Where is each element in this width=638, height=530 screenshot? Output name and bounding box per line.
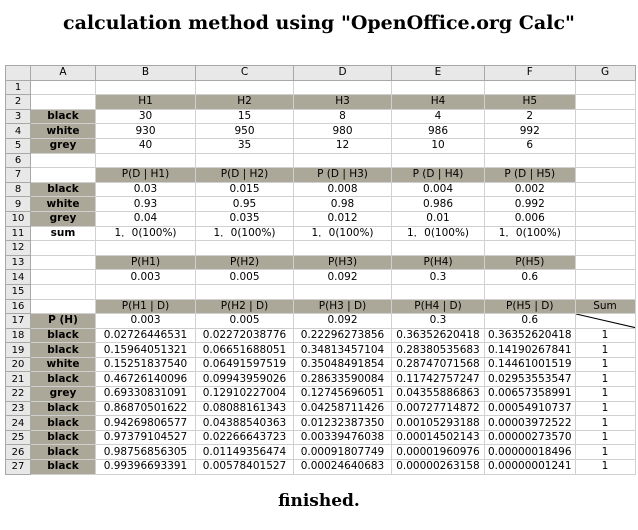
cell-F6[interactable] (485, 153, 576, 168)
cell-C19[interactable]: 0.06651688051 (196, 343, 294, 358)
cell-G11[interactable] (575, 226, 635, 241)
cell-C16[interactable]: P(H2 | D) (196, 299, 294, 314)
cell-D23[interactable]: 0.04258711426 (294, 401, 392, 416)
cell-B23[interactable]: 0.86870501622 (96, 401, 196, 416)
cell-G21[interactable]: 1 (575, 372, 635, 387)
cell-G17[interactable] (575, 314, 635, 329)
row-header-21[interactable]: 21 (6, 372, 31, 387)
sheet-row-14 (6, 270, 636, 285)
row-header-12[interactable]: 12 (6, 241, 31, 256)
cell-E13[interactable]: P(H4) (392, 255, 485, 270)
cell-F14[interactable]: 0.6 (485, 270, 576, 285)
cell-D16[interactable]: P(H3 | D) (294, 299, 392, 314)
cell-C27[interactable]: 0.00578401527 (196, 460, 294, 475)
cell-F2[interactable]: H5 (485, 95, 576, 110)
cell-D15[interactable] (294, 284, 392, 299)
cell-A19[interactable]: black (31, 343, 96, 358)
row-header-17[interactable]: 17 (6, 314, 31, 329)
cell-A9[interactable]: white (31, 197, 96, 212)
cell-F1[interactable] (485, 80, 576, 95)
cell-G1[interactable] (575, 80, 635, 95)
cell-E19[interactable]: 0.28380535683 (392, 343, 485, 358)
cell-D1[interactable] (294, 80, 392, 95)
cell-D3[interactable]: 8 (294, 109, 392, 124)
cell-B4[interactable]: 930 (96, 124, 196, 139)
row-header-1[interactable]: 1 (6, 80, 31, 95)
cell-G27[interactable]: 1 (575, 460, 635, 475)
cell-A12[interactable] (31, 241, 96, 256)
cell-E4[interactable]: 986 (392, 124, 485, 139)
cell-A15[interactable] (31, 284, 96, 299)
cell-A2[interactable] (31, 95, 96, 110)
cell-B11[interactable]: 1．0(100%) (96, 226, 196, 241)
cell-E20[interactable]: 0.28747071568 (392, 357, 485, 372)
cell-G20[interactable]: 1 (575, 357, 635, 372)
cell-C24[interactable]: 0.04388540363 (196, 416, 294, 431)
cell-F24[interactable]: 0.00003972522 (485, 416, 576, 431)
select-all-corner[interactable] (6, 66, 31, 81)
row-header-10[interactable]: 10 (6, 211, 31, 226)
cell-F4[interactable]: 992 (485, 124, 576, 139)
sheet-row-23 (6, 401, 636, 416)
cell-D24[interactable]: 0.01232387350 (294, 416, 392, 431)
sheet-row-9 (6, 197, 636, 212)
cell-F16[interactable]: P(H5 | D) (485, 299, 576, 314)
cell-B21[interactable]: 0.46726140096 (96, 372, 196, 387)
cell-D7[interactable]: P (D | H3) (294, 168, 392, 183)
row-header-2[interactable]: 2 (6, 95, 31, 110)
sheet-row-16 (6, 299, 636, 314)
cell-E6[interactable] (392, 153, 485, 168)
cell-F5[interactable]: 6 (485, 138, 576, 153)
cell-B2[interactable]: H1 (96, 95, 196, 110)
cell-G16[interactable]: Sum (575, 299, 635, 314)
column-header-d[interactable]: D (294, 66, 392, 81)
cell-D9[interactable]: 0.98 (294, 197, 392, 212)
cell-E14[interactable]: 0.3 (392, 270, 485, 285)
cell-B19[interactable]: 0.15964051321 (96, 343, 196, 358)
cell-E18[interactable]: 0.36352620418 (392, 328, 485, 343)
cell-B24[interactable]: 0.94269806577 (96, 416, 196, 431)
cell-B16[interactable]: P(H1 | D) (96, 299, 196, 314)
sheet-row-20 (6, 357, 636, 372)
cell-D26[interactable]: 0.00091807749 (294, 445, 392, 460)
sheet-row-5 (6, 138, 636, 153)
cell-G2[interactable] (575, 95, 635, 110)
cell-A8[interactable]: black (31, 182, 96, 197)
cell-F22[interactable]: 0.00657358991 (485, 387, 576, 402)
cell-G23[interactable]: 1 (575, 401, 635, 416)
cell-F8[interactable]: 0.002 (485, 182, 576, 197)
row-header-3[interactable]: 3 (6, 109, 31, 124)
cell-G13[interactable] (575, 255, 635, 270)
cell-C8[interactable]: 0.015 (196, 182, 294, 197)
cell-G25[interactable]: 1 (575, 430, 635, 445)
cell-F11[interactable]: 1．0(100%) (485, 226, 576, 241)
cell-D14[interactable]: 0.092 (294, 270, 392, 285)
cell-D19[interactable]: 0.34813457104 (294, 343, 392, 358)
cell-B22[interactable]: 0.69330831091 (96, 387, 196, 402)
row-header-7[interactable]: 7 (6, 168, 31, 183)
cell-B17[interactable]: 0.003 (96, 314, 196, 329)
cell-G26[interactable]: 1 (575, 445, 635, 460)
column-header-b[interactable]: B (96, 66, 196, 81)
cell-E12[interactable] (392, 241, 485, 256)
cell-C5[interactable]: 35 (196, 138, 294, 153)
footer-text: finished. (278, 491, 360, 511)
cell-B7[interactable]: P(D | H1) (96, 168, 196, 183)
cell-B5[interactable]: 40 (96, 138, 196, 153)
cell-E1[interactable] (392, 80, 485, 95)
cell-A18[interactable]: black (31, 328, 96, 343)
cell-F27[interactable]: 0.00000001241 (485, 460, 576, 475)
cell-B15[interactable] (96, 284, 196, 299)
row-header-27[interactable]: 27 (6, 460, 31, 475)
cell-F7[interactable]: P (D | H5) (485, 168, 576, 183)
cell-F21[interactable]: 0.02953553547 (485, 372, 576, 387)
cell-A14[interactable] (31, 270, 96, 285)
cell-E5[interactable]: 10 (392, 138, 485, 153)
cell-A11[interactable]: sum (31, 226, 96, 241)
sheet-row-7 (6, 168, 636, 183)
column-header-row (6, 66, 636, 81)
cell-E9[interactable]: 0.986 (392, 197, 485, 212)
sheet-row-3 (6, 109, 636, 124)
row-header-18[interactable]: 18 (6, 328, 31, 343)
cell-C15[interactable] (196, 284, 294, 299)
cell-A20[interactable]: white (31, 357, 96, 372)
row-header-16[interactable]: 16 (6, 299, 31, 314)
sheet-row-15 (6, 284, 636, 299)
cell-C1[interactable] (196, 80, 294, 95)
cell-C14[interactable]: 0.005 (196, 270, 294, 285)
cell-D13[interactable]: P(H3) (294, 255, 392, 270)
cell-B6[interactable] (96, 153, 196, 168)
cell-F17[interactable]: 0.6 (485, 314, 576, 329)
cell-D27[interactable]: 0.00024640683 (294, 460, 392, 475)
row-header-23[interactable]: 23 (6, 401, 31, 416)
row-header-8[interactable]: 8 (6, 182, 31, 197)
cell-E26[interactable]: 0.00001960976 (392, 445, 485, 460)
sheet-row-12 (6, 241, 636, 256)
cell-A23[interactable]: black (31, 401, 96, 416)
cell-D5[interactable]: 12 (294, 138, 392, 153)
cell-C21[interactable]: 0.09943959026 (196, 372, 294, 387)
row-header-20[interactable]: 20 (6, 357, 31, 372)
cell-C11[interactable]: 1．0(100%) (196, 226, 294, 241)
cell-A21[interactable]: black (31, 372, 96, 387)
cell-B13[interactable]: P(H1) (96, 255, 196, 270)
sheet-row-11 (6, 226, 636, 241)
cell-C22[interactable]: 0.12910227004 (196, 387, 294, 402)
cell-E2[interactable]: H4 (392, 95, 485, 110)
cell-D18[interactable]: 0.22296273856 (294, 328, 392, 343)
cell-B9[interactable]: 0.93 (96, 197, 196, 212)
cell-G10[interactable] (575, 211, 635, 226)
cell-F10[interactable]: 0.006 (485, 211, 576, 226)
row-header-11[interactable]: 11 (6, 226, 31, 241)
column-header-c[interactable]: C (196, 66, 294, 81)
cell-B25[interactable]: 0.97379104527 (96, 430, 196, 445)
cell-G9[interactable] (575, 197, 635, 212)
cell-F18[interactable]: 0.36352620418 (485, 328, 576, 343)
cell-F13[interactable]: P(H5) (485, 255, 576, 270)
cell-F25[interactable]: 0.00000273570 (485, 430, 576, 445)
cell-D6[interactable] (294, 153, 392, 168)
cell-G24[interactable]: 1 (575, 416, 635, 431)
cell-F3[interactable]: 2 (485, 109, 576, 124)
cell-E17[interactable]: 0.3 (392, 314, 485, 329)
cell-A27[interactable]: black (31, 460, 96, 475)
cell-A6[interactable] (31, 153, 96, 168)
sheet-row-17 (6, 314, 636, 329)
cell-A10[interactable]: grey (31, 211, 96, 226)
sheet-row-25 (6, 430, 636, 445)
sheet-row-26 (6, 445, 636, 460)
column-header-f[interactable]: F (485, 66, 576, 81)
cell-A16[interactable] (31, 299, 96, 314)
cell-C23[interactable]: 0.08088161343 (196, 401, 294, 416)
row-header-14[interactable]: 14 (6, 270, 31, 285)
cell-A7[interactable] (31, 168, 96, 183)
sheet-row-22 (6, 387, 636, 402)
sheet-row-1 (6, 80, 636, 95)
cell-D4[interactable]: 980 (294, 124, 392, 139)
cell-A3[interactable]: black (31, 109, 96, 124)
cell-G7[interactable] (575, 168, 635, 183)
cell-E3[interactable]: 4 (392, 109, 485, 124)
cell-C17[interactable]: 0.005 (196, 314, 294, 329)
cell-A22[interactable]: grey (31, 387, 96, 402)
column-header-a[interactable]: A (31, 66, 96, 81)
page-title: calculation method using "OpenOffice.org Calc" (63, 12, 575, 34)
cell-C18[interactable]: 0.02272038776 (196, 328, 294, 343)
cell-B20[interactable]: 0.15251837540 (96, 357, 196, 372)
cell-G22[interactable]: 1 (575, 387, 635, 402)
cell-G6[interactable] (575, 153, 635, 168)
cell-G15[interactable] (575, 284, 635, 299)
sheet-row-24 (6, 416, 636, 431)
cell-E15[interactable] (392, 284, 485, 299)
cell-B12[interactable] (96, 241, 196, 256)
cell-D17[interactable]: 0.092 (294, 314, 392, 329)
cell-C9[interactable]: 0.95 (196, 197, 294, 212)
cell-D12[interactable] (294, 241, 392, 256)
cell-A17[interactable]: P (H) (31, 314, 96, 329)
cell-E23[interactable]: 0.00727714872 (392, 401, 485, 416)
cell-B3[interactable]: 30 (96, 109, 196, 124)
row-header-5[interactable]: 5 (6, 138, 31, 153)
cell-G8[interactable] (575, 182, 635, 197)
cell-E8[interactable]: 0.004 (392, 182, 485, 197)
sheet-row-6 (6, 153, 636, 168)
cell-A1[interactable] (31, 80, 96, 95)
cell-E25[interactable]: 0.00014502143 (392, 430, 485, 445)
cell-E10[interactable]: 0.01 (392, 211, 485, 226)
row-header-22[interactable]: 22 (6, 387, 31, 402)
cell-E7[interactable]: P (D | H4) (392, 168, 485, 183)
cell-F9[interactable]: 0.992 (485, 197, 576, 212)
cell-B18[interactable]: 0.02726446531 (96, 328, 196, 343)
row-header-19[interactable]: 19 (6, 343, 31, 358)
cell-C2[interactable]: H2 (196, 95, 294, 110)
cell-C10[interactable]: 0.035 (196, 211, 294, 226)
cell-D2[interactable]: H3 (294, 95, 392, 110)
cell-C7[interactable]: P(D | H2) (196, 168, 294, 183)
cell-F26[interactable]: 0.00000018496 (485, 445, 576, 460)
cell-F19[interactable]: 0.14190267841 (485, 343, 576, 358)
cell-C12[interactable] (196, 241, 294, 256)
cell-A26[interactable]: black (31, 445, 96, 460)
cell-C13[interactable]: P(H2) (196, 255, 294, 270)
cell-F12[interactable] (485, 241, 576, 256)
cell-G19[interactable]: 1 (575, 343, 635, 358)
cell-D8[interactable]: 0.008 (294, 182, 392, 197)
cell-E24[interactable]: 0.00105293188 (392, 416, 485, 431)
cell-C20[interactable]: 0.06491597519 (196, 357, 294, 372)
cell-F15[interactable] (485, 284, 576, 299)
column-header-g[interactable]: G (575, 66, 635, 81)
cell-C3[interactable]: 15 (196, 109, 294, 124)
cell-G18[interactable]: 1 (575, 328, 635, 343)
diagonal-line-icon (576, 314, 635, 328)
cell-G12[interactable] (575, 241, 635, 256)
cell-D21[interactable]: 0.28633590084 (294, 372, 392, 387)
cell-D11[interactable]: 1．0(100%) (294, 226, 392, 241)
row-header-13[interactable]: 13 (6, 255, 31, 270)
cell-E11[interactable]: 1．0(100%) (392, 226, 485, 241)
sheet-row-27 (6, 460, 636, 475)
cell-E16[interactable]: P(H4 | D) (392, 299, 485, 314)
spreadsheet-grid[interactable] (5, 65, 636, 475)
cell-D25[interactable]: 0.00339476038 (294, 430, 392, 445)
cell-A13[interactable] (31, 255, 96, 270)
cell-C26[interactable]: 0.01149356474 (196, 445, 294, 460)
sheet-row-4 (6, 124, 636, 139)
cell-A5[interactable]: grey (31, 138, 96, 153)
row-header-15[interactable]: 15 (6, 284, 31, 299)
row-header-9[interactable]: 9 (6, 197, 31, 212)
cell-B8[interactable]: 0.03 (96, 182, 196, 197)
cell-D20[interactable]: 0.35048491854 (294, 357, 392, 372)
cell-E27[interactable]: 0.00000263158 (392, 460, 485, 475)
cell-B10[interactable]: 0.04 (96, 211, 196, 226)
sheet-row-10 (6, 211, 636, 226)
cell-G5[interactable] (575, 138, 635, 153)
cell-E22[interactable]: 0.04355886863 (392, 387, 485, 402)
cell-B14[interactable]: 0.003 (96, 270, 196, 285)
sheet-row-21 (6, 372, 636, 387)
cell-A4[interactable]: white (31, 124, 96, 139)
column-header-e[interactable]: E (392, 66, 485, 81)
sheet-row-13 (6, 255, 636, 270)
cell-A25[interactable]: black (31, 430, 96, 445)
cell-G3[interactable] (575, 109, 635, 124)
row-header-6[interactable]: 6 (6, 153, 31, 168)
cell-A24[interactable]: black (31, 416, 96, 431)
cell-G4[interactable] (575, 124, 635, 139)
cell-C25[interactable]: 0.02266643723 (196, 430, 294, 445)
row-header-24[interactable]: 24 (6, 416, 31, 431)
row-header-25[interactable]: 25 (6, 430, 31, 445)
sheet-row-2 (6, 95, 636, 110)
cell-D10[interactable]: 0.012 (294, 211, 392, 226)
cell-D22[interactable]: 0.12745696051 (294, 387, 392, 402)
cell-F23[interactable]: 0.00054910737 (485, 401, 576, 416)
cell-B26[interactable]: 0.98756856305 (96, 445, 196, 460)
sheet-row-19 (6, 343, 636, 358)
cell-E21[interactable]: 0.11742757247 (392, 372, 485, 387)
row-header-26[interactable]: 26 (6, 445, 31, 460)
cell-F20[interactable]: 0.14461001519 (485, 357, 576, 372)
cell-C6[interactable] (196, 153, 294, 168)
sheet-row-18 (6, 328, 636, 343)
cell-G14[interactable] (575, 270, 635, 285)
row-header-4[interactable]: 4 (6, 124, 31, 139)
sheet-row-8 (6, 182, 636, 197)
cell-B1[interactable] (96, 80, 196, 95)
cell-C4[interactable]: 950 (196, 124, 294, 139)
cell-B27[interactable]: 0.99396693391 (96, 460, 196, 475)
